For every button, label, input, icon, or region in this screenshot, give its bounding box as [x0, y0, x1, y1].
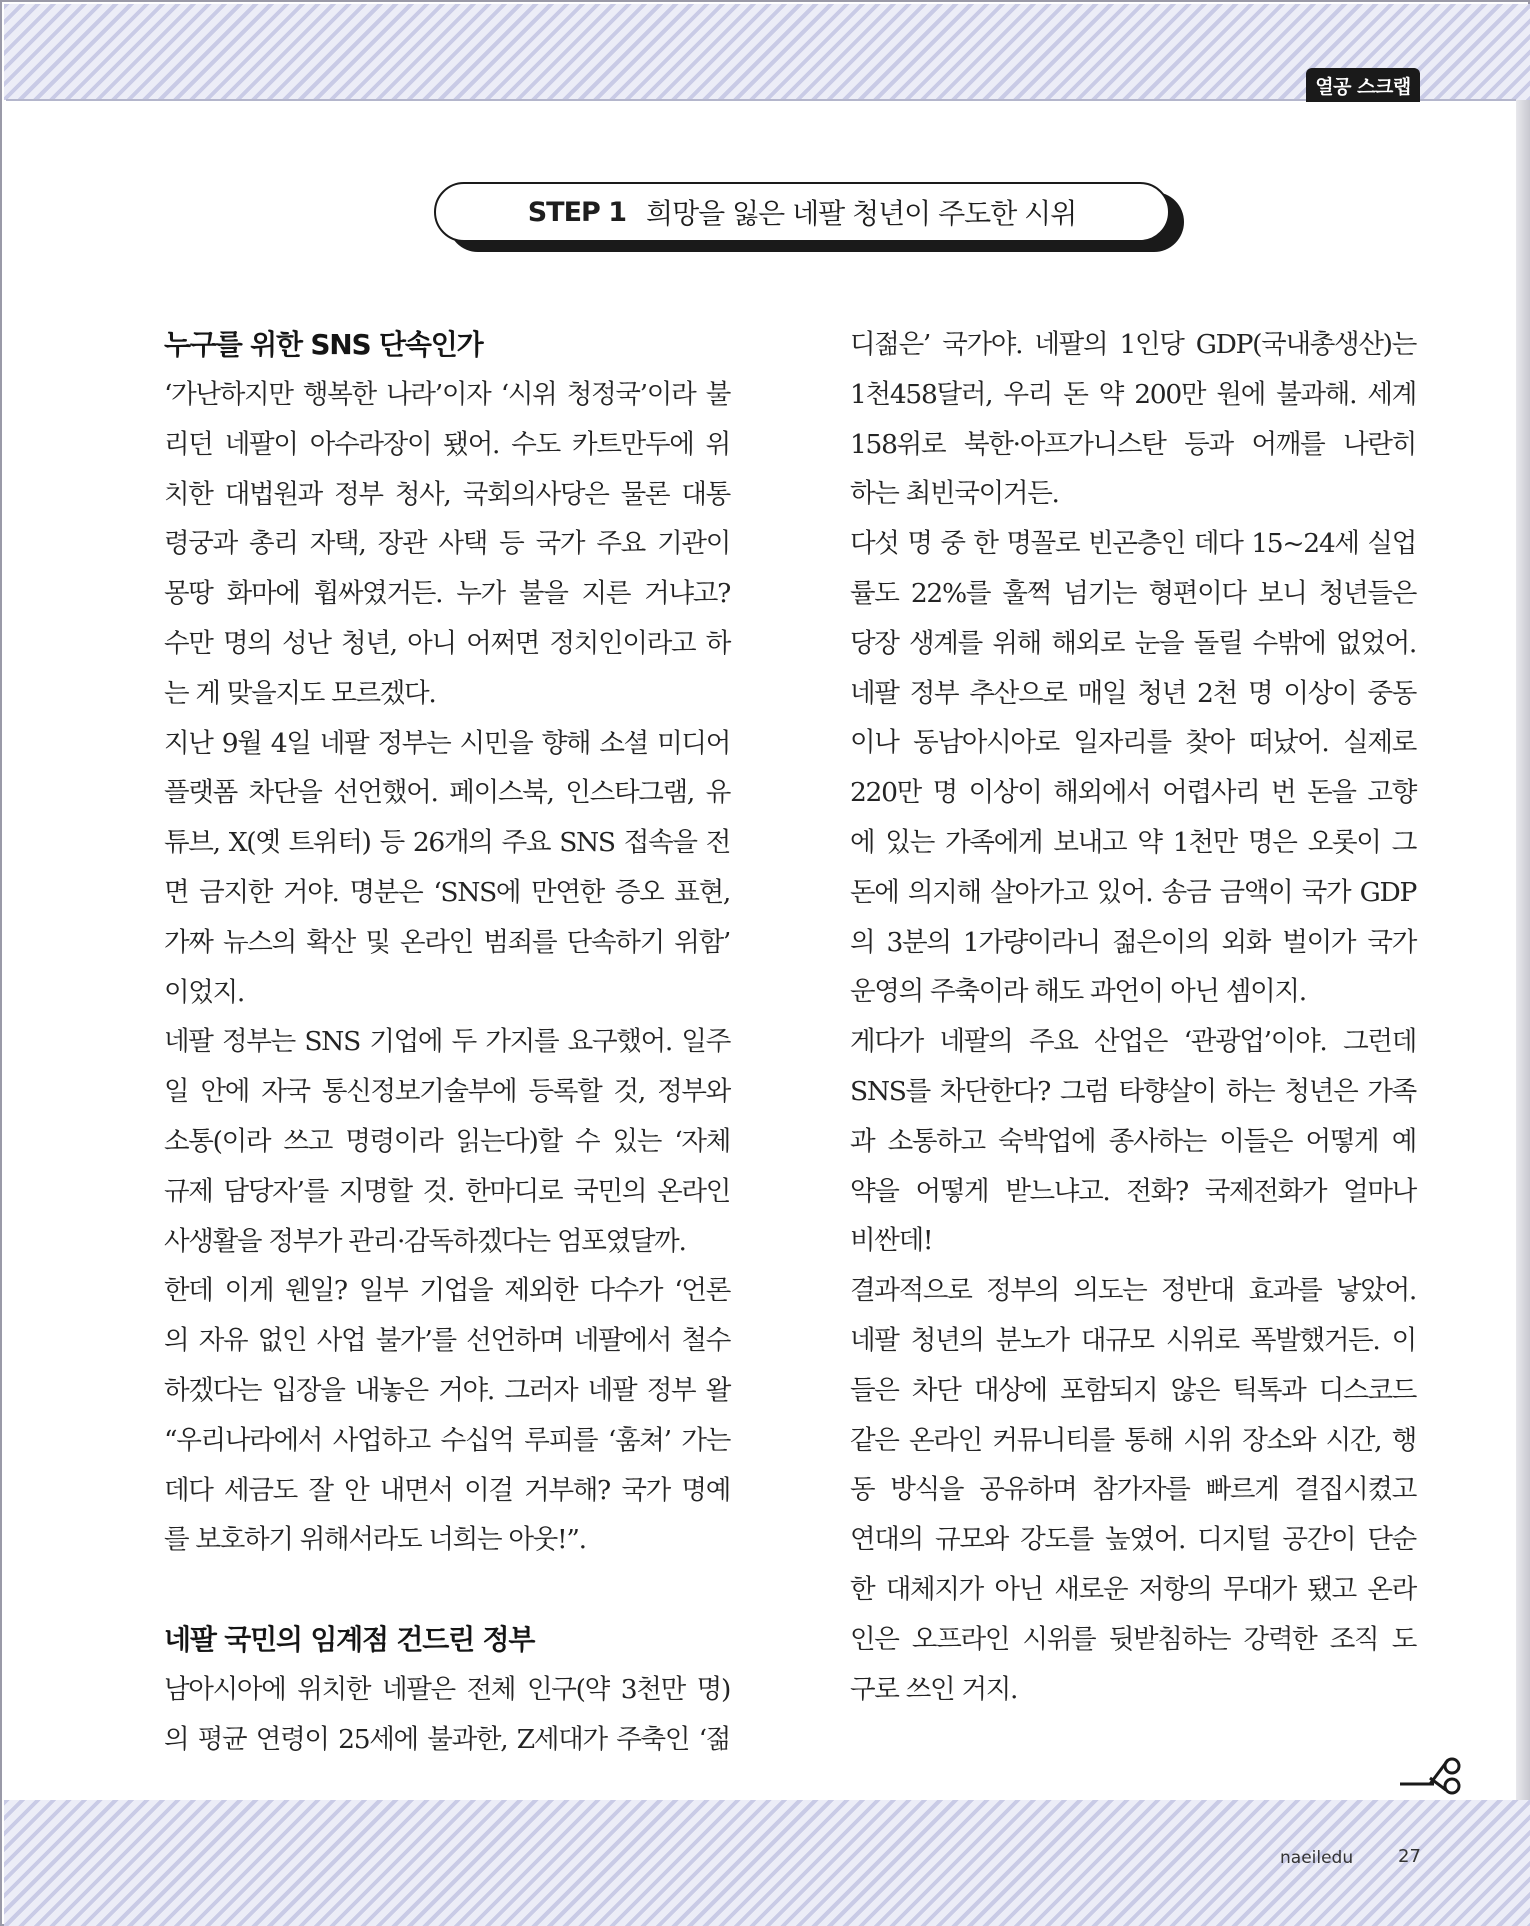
body-line: 치한 대법원과 정부 청사, 국회의사당은 물론 대통	[164, 478, 730, 510]
scissors-icon	[1400, 1756, 1464, 1796]
body-line: 지난 9월 4일 네팔 정부는 시민을 향해 소셜 미디어	[164, 727, 730, 759]
body-line: 튜브, X(옛 트위터) 등 26개의 주요 SNS 접속을 전	[164, 827, 730, 859]
body-line: 같은 온라인 커뮤니티를 통해 시위 장소와 시간, 행	[850, 1424, 1416, 1456]
body-line: 디젊은’ 국가야. 네팔의 1인당 GDP(국내총생산)는	[850, 329, 1416, 360]
body-line: 에 있는 가족에게 보내고 약 1천만 명은 오롯이 그	[850, 826, 1416, 858]
body-line: 이나 동남아시아로 일자리를 찾아 떠났어. 실제로	[850, 727, 1416, 759]
body-line: 의 3분의 1가량이라니 젊은이의 외화 벌이가 국가	[850, 926, 1416, 958]
footer-site-name: naeiledu	[1280, 1848, 1354, 1868]
body-line: 사생활을 정부가 관리·감독하겠다는 엄포였달까.	[164, 1225, 686, 1257]
body-line: 률도 22%를 훌쩍 넘기는 형편이다 보니 청년들은	[850, 577, 1416, 609]
body-line: 규제 담당자’를 지명할 것. 한마디로 국민의 온라인	[164, 1175, 730, 1207]
body-line: SNS를 차단한다? 그럼 타향살이 하는 청년은 가족	[850, 1075, 1416, 1107]
body-line: 158위로 북한·아프가니스탄 등과 어깨를 나란히	[850, 428, 1416, 460]
body-line: 수만 명의 성난 청년, 아니 어쩌면 정치인이라고 하	[164, 627, 730, 659]
body-line: 일 안에 자국 통신정보기술부에 등록할 것, 정부와	[164, 1076, 730, 1108]
body-line: 데다 세금도 잘 안 내면서 이걸 거부해? 국가 명예	[164, 1474, 730, 1506]
body-line: 하겠다는 입장을 내놓은 거야. 그러자 네팔 정부 왈	[164, 1374, 730, 1406]
body-line: 의 평균 연령이 25세에 불과한, Z세대가 주축인 ‘젊	[164, 1723, 730, 1755]
paragraph-gap	[164, 1565, 730, 1615]
section-heading-tipping-point: 네팔 국민의 임계점 건드린 정부	[164, 1623, 535, 1657]
body-line: 구로 쓰인 거지.	[850, 1673, 1018, 1705]
body-line: 인은 오프라인 시위를 뒷받침하는 강력한 조직 도	[850, 1623, 1416, 1655]
step-banner	[434, 182, 1170, 242]
section-heading-sns-crackdown: 누구를 위한 SNS 단속인가	[164, 328, 483, 361]
body-line: 몽땅 화마에 휩싸였거든. 누가 불을 지른 거냐고?	[164, 578, 730, 610]
body-line: 네팔 정부는 SNS 기업에 두 가지를 요구했어. 일주	[164, 1026, 730, 1058]
body-line: 220만 명 이상이 해외에서 어렵사리 번 돈을 고향	[850, 777, 1416, 809]
panel-top-edge	[6, 99, 1516, 101]
top-stripe-band	[4, 4, 1530, 100]
body-line: 하는 최빈국이거든.	[850, 478, 1059, 510]
body-line: 비싼데!	[850, 1225, 933, 1257]
body-line: 를 보호하기 위해서라도 너희는 아웃!”.	[164, 1524, 586, 1556]
body-line: 운영의 주축이라 해도 과언이 아닌 셈이지.	[850, 976, 1306, 1008]
right-column	[850, 320, 1416, 1714]
body-line: 네팔 정부 추산으로 매일 청년 2천 명 이상이 중동	[850, 677, 1416, 709]
body-line: 약을 어떻게 받느냐고. 전화? 국제전화가 얼마나	[850, 1175, 1416, 1207]
body-line: 돈에 의지해 살아가고 있어. 송금 금액이 국가 GDP	[850, 876, 1416, 908]
body-line: 게다가 네팔의 주요 산업은 ‘관광업’이야. 그런데	[850, 1026, 1416, 1058]
body-line: “우리나라에서 사업하고 수십억 루피를 ‘훔쳐’ 가는	[164, 1424, 730, 1456]
body-line: 동 방식을 공유하며 참가자를 빠르게 결집시켰고	[850, 1474, 1416, 1506]
body-line: 연대의 규모와 강도를 높였어. 디지털 공간이 단순	[850, 1524, 1416, 1556]
body-line: 남아시아에 위치한 네팔은 전체 인구(약 3천만 명)	[164, 1674, 730, 1706]
body-line: 들은 차단 대상에 포함되지 않은 틱톡과 디스코드	[850, 1374, 1416, 1406]
section-tab: 열공 스크랩	[1306, 68, 1420, 102]
body-line: 이었지.	[164, 976, 245, 1008]
body-line: 한데 이게 웬일? 일부 기업을 제외한 다수가 ‘언론	[164, 1275, 730, 1307]
page-right-edge	[1516, 100, 1530, 1800]
body-line: 는 게 맞을지도 모르겠다.	[164, 677, 436, 709]
body-line: 소통(이라 쓰고 명령이라 읽는다)할 수 있는 ‘자체	[164, 1125, 730, 1157]
body-line: ‘가난하지만 행복한 나라’이자 ‘시위 청정국’이라 불	[164, 379, 730, 410]
body-line: 면 금지한 거야. 명분은 ‘SNS에 만연한 증오 표현,	[164, 876, 730, 908]
body-line: 가짜 뉴스의 확산 및 온라인 범죄를 단속하기 위함’	[164, 926, 730, 958]
body-line: 당장 생계를 위해 해외로 눈을 돌릴 수밖에 없었어.	[850, 627, 1416, 659]
body-line: 과 소통하고 숙박업에 종사하는 이들은 어떻게 예	[850, 1125, 1416, 1157]
step-label: STEP 1	[527, 196, 627, 228]
body-line: 플랫폼 차단을 선언했어. 페이스북, 인스타그램, 유	[164, 777, 730, 809]
body-line: 리던 네팔이 아수라장이 됐어. 수도 카트만두에 위	[164, 428, 730, 460]
body-line: 다섯 명 중 한 명꼴로 빈곤층인 데다 15~24세 실업	[850, 528, 1416, 560]
page-number: 27	[1398, 1846, 1421, 1867]
body-line: 1천458달러, 우리 돈 약 200만 원에 불과해. 세계	[850, 378, 1416, 410]
body-line: 결과적으로 정부의 의도는 정반대 효과를 낳았어.	[850, 1275, 1416, 1307]
left-column	[164, 320, 730, 1765]
body-line: 네팔 청년의 분노가 대규모 시위로 폭발했거든. 이	[850, 1324, 1416, 1356]
body-line: 한 대체지가 아닌 새로운 저항의 무대가 됐고 온라	[850, 1573, 1416, 1605]
step-title: 희망을 잃은 네팔 청년이 주도한 시위	[646, 197, 1077, 230]
body-line: 령궁과 총리 자택, 장관 사택 등 국가 주요 기관이	[164, 528, 730, 560]
body-line: 의 자유 없인 사업 불가’를 선언하며 네팔에서 철수	[164, 1325, 730, 1357]
